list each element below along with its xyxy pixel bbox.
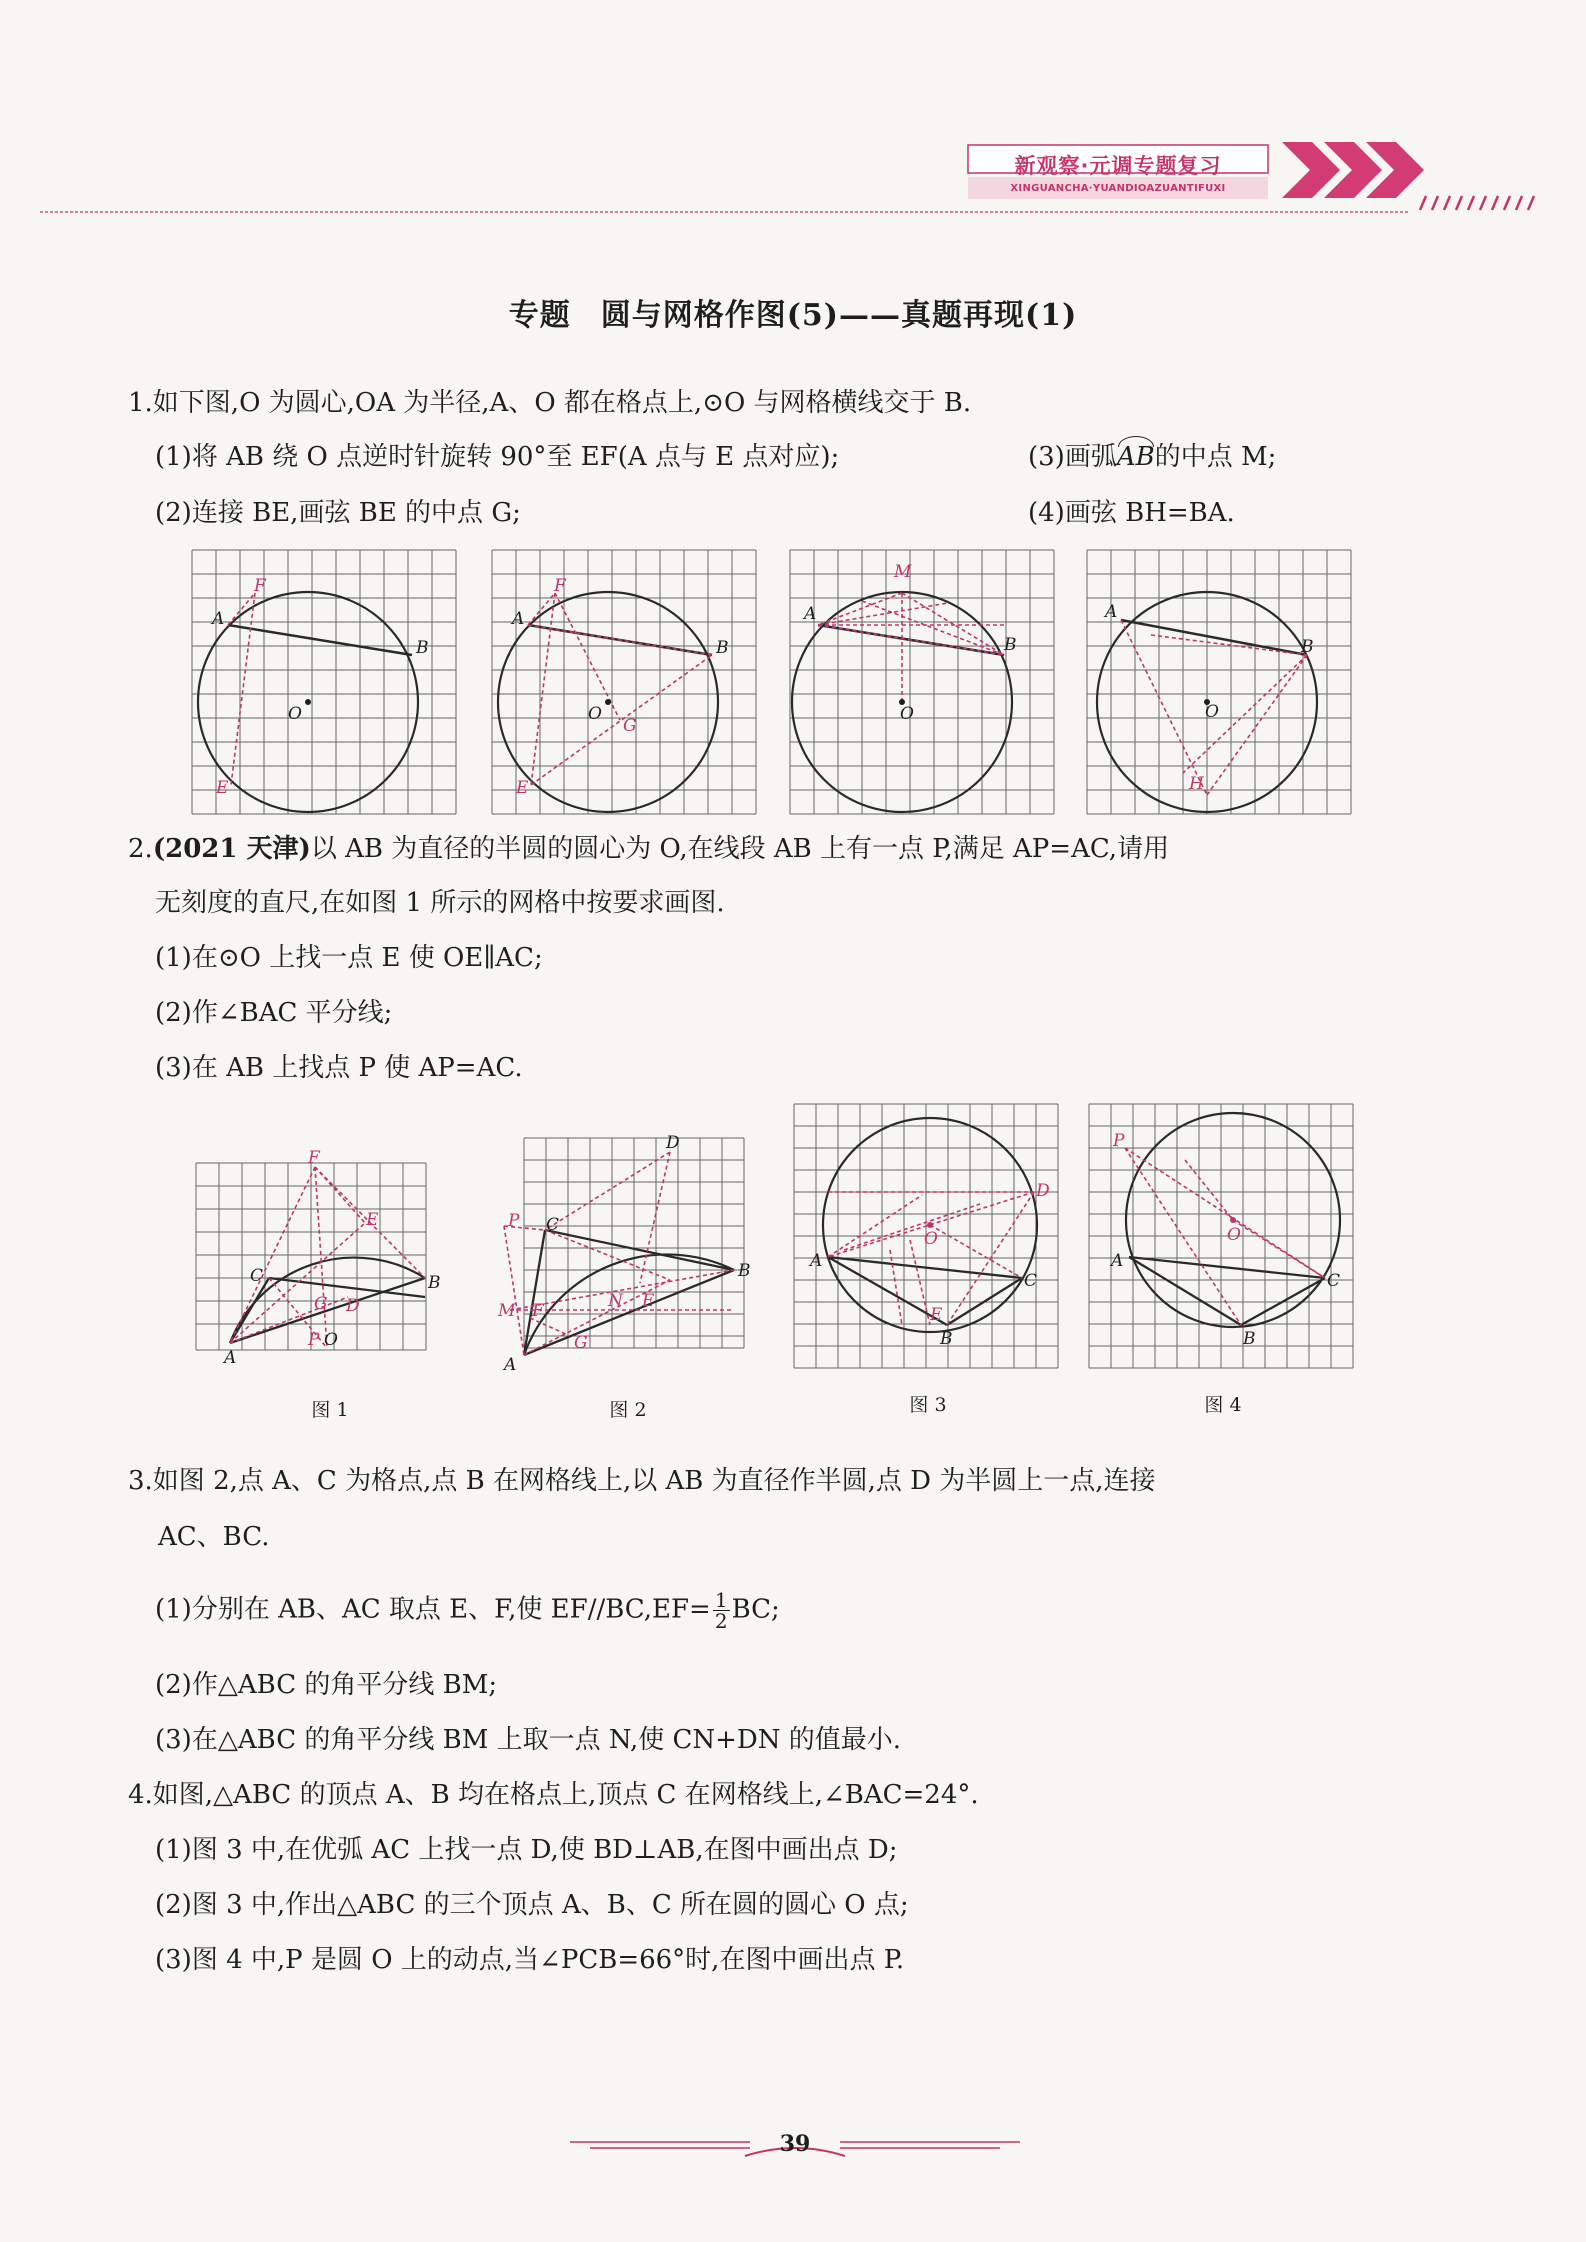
figure-1-caption: 图 1 <box>311 1399 349 1421</box>
p4-step2: (2)图 3 中,作出△ABC 的三个顶点 A、B、C 所在圆的圆心 O 点; <box>155 1890 909 1920</box>
p2-source: (2021 天津) <box>152 834 311 864</box>
point-o-label: O <box>1205 702 1219 722</box>
p1-figure-2 <box>480 545 770 820</box>
fraction-one-half: $\frac{1}{2}$ <box>714 1588 728 1633</box>
point-f-label: F <box>554 576 566 596</box>
point-a-label: A <box>810 1251 823 1271</box>
figure-2-caption: 图 2 <box>609 1399 647 1421</box>
p4-step3: (3)图 4 中,P 是圆 O 上的动点,当∠PCB=66°时,在图中画出点 P. <box>155 1945 905 1975</box>
point-b-label: B <box>428 1273 441 1293</box>
point-e-label: E <box>930 1305 943 1325</box>
p2-step3: (3)在 AB 上找点 P 使 AP=AC. <box>155 1053 523 1083</box>
page-number: 39 <box>779 2131 811 2157</box>
p2-stem: 2.(2021 天津)以 AB 为直径的半圆的圆心为 O,在线段 AB 上有一点 P,满足 AP=AC,请用 <box>128 834 1170 864</box>
p1-figure-4 <box>1075 545 1365 820</box>
point-d-label: D <box>346 1296 360 1316</box>
point-b-label: B <box>1004 635 1017 655</box>
point-b-label: B <box>738 1261 751 1281</box>
point-b-label: B <box>716 638 729 658</box>
p1-step3: (3)画弧AB的中点 M; <box>1028 442 1277 472</box>
point-c-label: C <box>250 1266 264 1286</box>
point-p-label: P <box>508 1211 520 1231</box>
point-b-label: B <box>940 1329 953 1349</box>
point-a-label: A <box>212 609 225 629</box>
page-title-name: 圆与网格作图(5)——真题再现(1) <box>600 298 1078 333</box>
page-title-topic: 专题 <box>508 298 571 333</box>
p2-stem-2: 无刻度的直尺,在如图 1 所示的网格中按要求画图. <box>155 888 725 918</box>
point-e-label: E <box>642 1291 655 1311</box>
page-title <box>0 290 1586 334</box>
point-o-label: O <box>900 704 914 724</box>
point-a-label: A <box>512 609 525 629</box>
p2-step2: (2)作∠BAC 平分线; <box>155 998 393 1028</box>
point-e-label: E <box>366 1210 379 1230</box>
point-n-label: N <box>608 1291 623 1311</box>
point-p-label: P <box>1113 1131 1125 1151</box>
p1-figure-3 <box>778 545 1068 820</box>
point-a-label: A <box>1105 602 1118 622</box>
point-a-label: A <box>224 1348 237 1368</box>
arc-ab-label: AB <box>1116 442 1155 472</box>
point-m-label: M <box>498 1301 516 1321</box>
banner-subtitle: XINGUANCHA·YUANDIOAZUANTIFUXI <box>1010 183 1226 194</box>
point-b-label: B <box>416 638 429 658</box>
point-e-label: E <box>216 778 229 798</box>
point-f-label: F <box>532 1301 544 1321</box>
p1-step2: (2)连接 BE,画弦 BE 的中点 G; <box>155 498 521 528</box>
point-d-label: D <box>666 1133 680 1153</box>
point-p-label: P <box>308 1330 320 1350</box>
p3-step3: (3)在△ABC 的角平分线 BM 上取一点 N,使 CN+DN 的值最小. <box>155 1725 902 1755</box>
p1-step4: (4)画弦 BH=BA. <box>1028 498 1235 528</box>
point-f-label: F <box>308 1148 320 1168</box>
figure-3 <box>790 1100 1062 1370</box>
point-g-label: G <box>314 1294 328 1314</box>
p3-stem: 3.如图 2,点 A、C 为格点,点 B 在网格线上,以 AB 为直径作半圆,点 D 为半圆上一点,连接 <box>128 1466 1156 1496</box>
point-f-label: F <box>254 576 266 596</box>
p3-step2: (2)作△ABC 的角平分线 BM; <box>155 1670 498 1700</box>
point-o-label: O <box>924 1229 938 1249</box>
point-a-label: A <box>804 604 817 624</box>
figure-3-caption: 图 3 <box>909 1394 947 1416</box>
point-a-label: A <box>1111 1251 1124 1271</box>
p2-step1: (1)在⊙O 上找一点 E 使 OE∥AC; <box>155 943 543 973</box>
figure-4 <box>1085 1100 1357 1370</box>
point-o-label: O <box>324 1330 338 1350</box>
point-o-label: O <box>288 704 302 724</box>
point-g-label: G <box>623 716 637 736</box>
point-o-label: O <box>588 704 602 724</box>
p4-stem: 4.如图,△ABC 的顶点 A、B 均在格点上,顶点 C 在网格线上,∠BAC=24°. <box>128 1780 979 1810</box>
header-decoration <box>0 0 1586 230</box>
point-b-label: B <box>1301 637 1314 657</box>
figure-1 <box>190 1145 440 1375</box>
point-c-label: C <box>1327 1271 1341 1291</box>
header-banner <box>0 0 1586 230</box>
point-d-label: D <box>1036 1181 1050 1201</box>
p4-step1: (1)图 3 中,在优弧 AC 上找一点 D,使 BD⊥AB,在图中画出点 D; <box>155 1835 898 1865</box>
p3-stem-2: AC、BC. <box>158 1522 270 1552</box>
p3-step1: (1)分别在 AB、AC 取点 E、F,使 EF//BC,EF= $\frac{1}{2}$ BC; <box>155 1588 780 1633</box>
point-o-label: O <box>1227 1225 1241 1245</box>
p1-step1: (1)将 AB 绕 O 点逆时针旋转 90°至 EF(A 点与 E 点对应); <box>155 442 840 472</box>
point-c-label: C <box>546 1215 560 1235</box>
point-c-label: C <box>1024 1271 1038 1291</box>
point-h-label: H <box>1189 774 1204 794</box>
figure-4-caption: 图 4 <box>1204 1394 1242 1416</box>
p1-stem: 1.如下图,O 为圆心,OA 为半径,A、O 都在格点上,⊙O 与网格横线交于 B. <box>128 388 972 418</box>
point-a-label: A <box>504 1355 517 1375</box>
point-g-label: G <box>574 1333 588 1353</box>
point-b-label: B <box>1243 1329 1256 1349</box>
banner-title: 新观察·元调专题复习 <box>1014 154 1222 178</box>
point-e-label: E <box>516 778 529 798</box>
point-m-label: M <box>894 562 912 582</box>
p1-figure-1 <box>180 545 470 820</box>
figure-2 <box>490 1130 755 1380</box>
